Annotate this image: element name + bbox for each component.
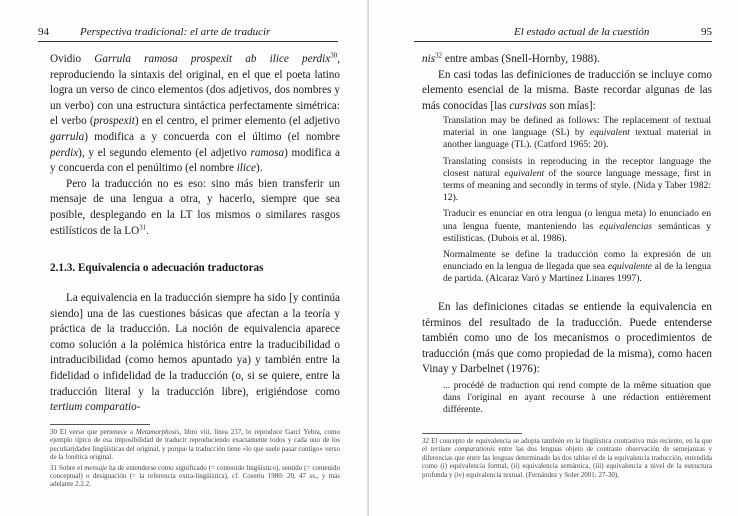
footnote-number: 30 bbox=[50, 428, 57, 436]
right-page bbox=[369, 0, 738, 516]
block-quote: Normalmente se define la traducción como la expresión de un enunciado en la lengua de llegada que sea equivalente al de la lengua de partida. (Alcaraz Varó y Martínez Linares 1997). bbox=[443, 249, 711, 285]
footnote: 31 Sobre el mensaje ha de entenderse como significado (= contenido lingüístico), sentido (= contenido conceptual) o designación (= la referencia extra-lingüística), cf. Coseriu 1980: 20, 47 ss., y más adelante 2.2.2. bbox=[50, 463, 340, 489]
footnote-number: 31 bbox=[50, 463, 57, 472]
footnote-rule bbox=[50, 424, 150, 425]
right-page-header bbox=[414, 26, 712, 40]
block-quote: ... procédé de traduction qui rend compte de la même situation que dans l'original en ayant recourse à une rédaction entièrement différente. bbox=[443, 380, 711, 416]
block-quote: Translating consists in reproducing in the receptor language the closest natural equivalent of the source language message, first in terms of meaning and secondly in terms of style. (Nida y Taber 1982: 12). bbox=[443, 155, 712, 204]
page-number: 94 bbox=[38, 26, 49, 38]
right-footnotes bbox=[422, 437, 712, 481]
header-rule bbox=[414, 41, 712, 42]
running-head: Perspectiva tradicional: el arte de traducir bbox=[80, 26, 271, 38]
running-head: El estado actual de la cuestión bbox=[514, 26, 650, 38]
paragraph: Pero la traducción no es eso: sino más bien transferir un mensaje de una lengua a otra, y hacerlo, siempre que sea posible, desplegando en la LT los mismos o similares rasgos estilísticos de la LO$^{31}$. bbox=[50, 177, 340, 237]
paragraph: Ovidio Garrula ramosa prospexit ab ilice perdix$^{30}$, reproduciendo la sintaxis del original, en el que el poeta latino logra un verso de cinco elementos (dos adjetivos, dos nombres y un verbo) con una estructura sintáctica perfectamente simétrica: el verbo (prospexit) en el centro, el primer elemento (el adjetivo garrula) modifica a y concuerda con el último (el nombre perdix), y el segundo elemento (el adjetivo ramosa) modifica a y concuerda con el penúltimo (el nombre ilice). bbox=[50, 51, 341, 175]
block-quotes bbox=[443, 115, 711, 290]
footnote: 32 El concepto de equivalencia se adopta también en la lingüística contrastiva más reciente, en la que el tertium comparationis entre las dos lenguas objeto de contraste observación de semejanzas y diferencias que entre las lenguas determinado las dos tablas el de la equivalencia traducción, entendida como (i) equivalencia formal, (ii) equivalencia semántica, (iii) equivalencia a nivel de la estructura profunda y (iv) equivalencia textual. (Fernández y Soler 2001: 27-30). bbox=[422, 437, 712, 479]
section-heading: 2.1.3. Equivalencia o adecuación traductoras bbox=[50, 262, 264, 274]
footnote-number: 32 bbox=[422, 437, 429, 445]
right-body-middle bbox=[422, 300, 712, 378]
footnote-ref[interactable]: 31 bbox=[139, 222, 147, 231]
footnote-ref[interactable]: 30 bbox=[330, 51, 338, 60]
footnote-ref[interactable]: 32 bbox=[435, 51, 443, 60]
left-body-top bbox=[50, 52, 340, 239]
block-quote: Translation may be defined as follows: The replacement of textual material in one language (SL) by equivalent textual material in another language (TL). (Catford 1965: 20). bbox=[443, 115, 711, 151]
left-footnotes bbox=[50, 428, 340, 491]
right-body-top bbox=[422, 52, 712, 114]
left-body-bottom bbox=[50, 291, 340, 416]
paragraph: En casi todas las definiciones de traducción se incluye como elemento esencial de la misma. Baste recordar algunas de las más conocidas [las cursivas son mías]: bbox=[422, 68, 712, 112]
block-quote-french bbox=[443, 380, 711, 421]
paragraph: La equivalencia en la traducción siempre ha sido [y continúa siendo] una de las cuestiones básicas que afectan a la teoría y práctica de la traducción. La noción de equivalencia aparece como solución a la polémica histórica entre la traducibilidad o intraducibilidad (como hemos apuntado ya) y también entre la fidelidad o infidelidad de la traducción (o, si se quiere, entre la traducción literal y la traducción libre), erigiéndose como tertium comparatio- bbox=[50, 292, 340, 414]
header-rule bbox=[38, 41, 338, 42]
paragraph: nis$^{32}$ entre ambas (Snell-Hornby, 1988). bbox=[422, 51, 600, 65]
footnote-rule bbox=[422, 433, 522, 434]
footnote: 30 El verso que pertenece a Metamorphosis, libro viii, línea 237, lo reproduce Garcí Yebra, como ejemplo típico de esa imposibilidad de traducir reproduciendo exactamente todos y cada uno de los peculiaridades lingüísticas del original, y porque la traducción tiene «lo que suele pasar contigo» verso de la fonética original. bbox=[50, 428, 340, 462]
paragraph: En las definiciones citadas se entiende la equivalencia en términos del resultado de la traducción. Puede entenderse también como uno de los mecanismos o procedimientos de traducción (más que como propiedad de la misma), como hacen Vinay y Darbelnet (1976): bbox=[422, 301, 712, 376]
block-quote: Traducir es enunciar en otra lengua (o lengua meta) lo enunciado en una lengua fuente, manteniendo las equivalencias semánticas y estilísticas. (Dubois et al. 1986). bbox=[443, 208, 712, 244]
left-page-header bbox=[38, 26, 338, 40]
page-number: 95 bbox=[701, 26, 712, 38]
